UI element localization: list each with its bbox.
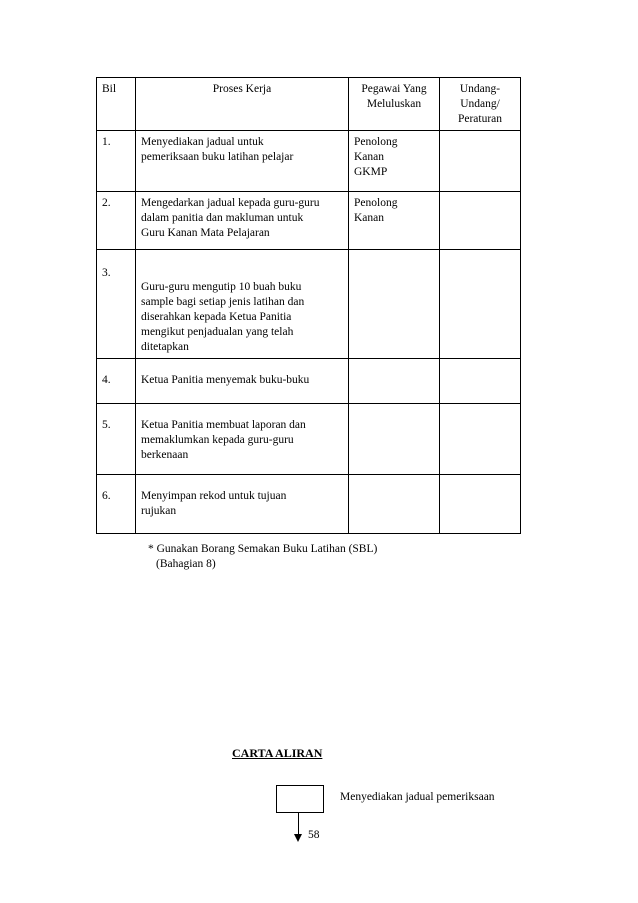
row-proses: Menyediakan jadual untuk pemeriksaan buku latihan pelajar: [136, 131, 349, 192]
row-undang: [440, 359, 521, 404]
footnote: [148, 542, 377, 572]
row-pegawai: [349, 475, 440, 534]
row-pegawai: Penolong Kanan GKMP: [349, 131, 440, 192]
row-undang: [440, 131, 521, 192]
table-row: [97, 250, 521, 359]
header-pegawai: Pegawai Yang Meluluskan: [349, 78, 440, 131]
row-bil: 3.: [97, 250, 136, 359]
row-proses: Ketua Panitia menyemak buku-buku: [136, 359, 349, 404]
table-row: [97, 359, 521, 404]
row-proses: Guru-guru mengutip 10 buah buku sample bagi setiap jenis latihan dan diserahkan kepada Ketua Panitia mengikut penjadualan yang telah ditetapkan: [141, 281, 305, 353]
flowchart-title: CARTA ALIRAN: [232, 746, 323, 760]
row-bil: 5.: [97, 404, 136, 475]
header-bil: Bil: [97, 78, 136, 131]
table-row: [97, 404, 521, 475]
row-pegawai: Penolong Kanan: [349, 192, 440, 250]
row-proses: Menyimpan rekod untuk tujuan rujukan: [136, 475, 349, 534]
row-proses: Mengedarkan jadual kepada guru-guru dalam panitia dan makluman untuk Guru Kanan Mata Pelajaran: [136, 192, 349, 250]
arrow-down-icon: [294, 834, 302, 842]
row-undang: [440, 475, 521, 534]
table-row: [97, 131, 521, 192]
process-table: [96, 77, 521, 534]
row-proses: Ketua Panitia membuat laporan dan memaklumkan kepada guru-guru berkenaan: [136, 404, 349, 475]
row-bil: 6.: [97, 475, 136, 534]
header-undang: Undang- Undang/ Peraturan: [440, 78, 521, 131]
flowchart-process-box: [276, 785, 324, 813]
row-undang: [440, 192, 521, 250]
row-pegawai: [349, 359, 440, 404]
row-pegawai: [349, 250, 440, 359]
page-number: 58: [308, 829, 320, 841]
row-undang: [440, 250, 521, 359]
row-undang: [440, 404, 521, 475]
row-bil: 2.: [97, 192, 136, 250]
table-row: [97, 192, 521, 250]
flowchart-step-label: Menyediakan jadual pemeriksaan: [340, 791, 495, 803]
flowchart-arrow-line: [298, 812, 299, 834]
row-bil: 4.: [97, 359, 136, 404]
table-header-row: [97, 78, 521, 131]
table-row: [97, 475, 521, 534]
footnote-line-1: * Gunakan Borang Semakan Buku Latihan (SBL): [148, 543, 378, 555]
spacer: [141, 266, 343, 280]
header-proses-kerja: Proses Kerja: [136, 78, 349, 131]
row-proses-cell: [136, 250, 349, 359]
footnote-line-2: (Bahagian 8): [156, 558, 216, 570]
row-bil: 1.: [97, 131, 136, 192]
row-pegawai: [349, 404, 440, 475]
